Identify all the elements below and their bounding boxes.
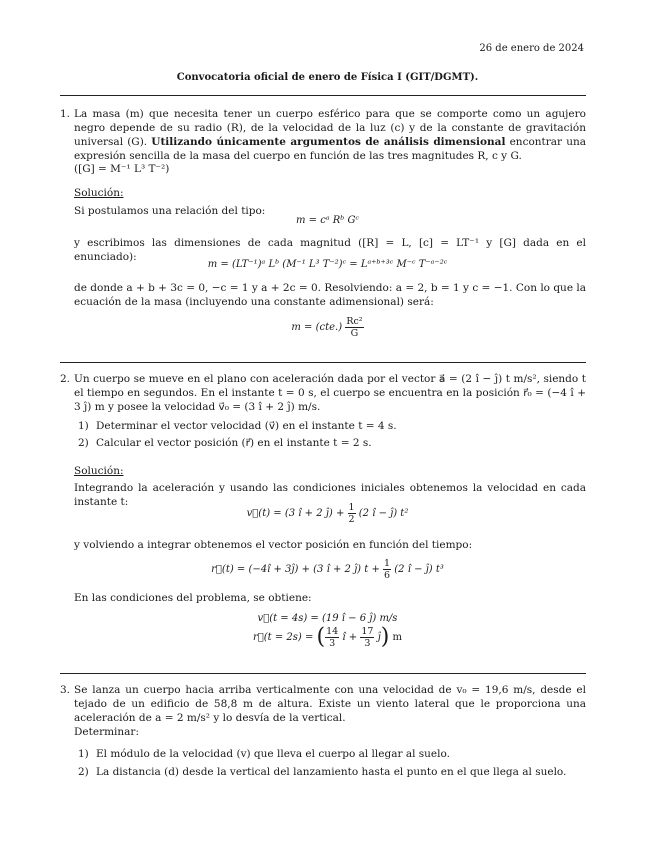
equation: r⃗(t = 2s) = ( $\frac{14}{3}$ î + $\frac{17}{3}$ ĵ) m [252,624,403,650]
problem-2-statement: Un cuerpo se mueve en el plano con aceleración dada por el vector a⃗ = (2 î − ĵ) t m/s², siendo t el tiempo en segundos. En el instante t = 0 s, el cuerpo se encuentra en la posición r⃗₀ = (−4 î + 3 ĵ) m y posee la velocidad v⃗₀ = (3 î + 2 ĵ) m/s. [74,373,586,413]
problem-3-statement: Se lanza un cuerpo hacia arriba verticalmente con una velocidad de v₀ = 19,6 m/s, desde el tejado de un edificio de 58,8 m de altura. Existe un viento lateral que le proporciona una aceleración de a = 2 m/s² y lo desvía de la vertical. [74,684,586,724]
solution-label: Solución: [74,465,124,477]
problem-1-number: 1. [60,108,71,120]
fraction: $\frac{\text{Rc²}}{G}$ [346,316,363,339]
list-item: 2) Calcular el vector posición (r⃗) en el instante t = 2 s. [78,437,372,449]
equation: v⃗(t = 4s) = (19 î − 6 ĵ) m/s [257,613,398,624]
divider [60,362,586,363]
solution-text: de donde a + b + 3c = 0, −c = 1 y a + 2c = 0. Resolviendo: a = 2, b = 1 y c = −1. Con lo que la ecuación de la masa (incluyendo una constante adimensional) será: [74,282,586,308]
problem-2-number: 2. [60,373,71,385]
list-item: 1) El módulo de la velocidad (v) que lleva el cuerpo al llegar al suelo. [78,748,450,760]
problem-3-number: 3. [60,684,71,696]
divider [60,95,586,96]
list-item: 2) La distancia (d) desde la vertical del lanzamiento hasta el punto en el que llega al suelo. [78,766,567,778]
fraction: $\frac{1}{6}$ [384,558,391,581]
exam-title: Convocatoria oficial de enero de Física I (GIT/DGMT). [176,72,479,83]
document-date: 26 de enero de 2024 [479,43,584,54]
equation: r⃗(t) = (−4î + 3ĵ) + (3 î + 2 ĵ) t + $\frac{1}{6}$ (2 î − ĵ) t³ [211,558,444,581]
solution-text: Si postulamos una relación del tipo: [74,205,266,217]
problem-1-statement: La masa (m) que necesita tener un cuerpo esférico para que se comporte como un agujero negro depende de su radio (R), de la velocidad de la luz (c) y de la constante de gravitación universal (G). Utilizando únicamente argumentos de análisis dimensional encontrar una expresión sencilla de la masa del cuerpo en función de las tres magnitudes R, c y G. [74,108,586,162]
equation: m = cᵃ Rᵇ Gᶜ [296,215,359,226]
list-item: 1) Determinar el vector velocidad (v⃗) en el instante t = 4 s. [78,420,397,432]
fraction: $\frac{14}{3}$ [326,626,339,649]
solution-text: y volviendo a integrar obtenemos el vector posición en función del tiempo: [74,539,473,551]
problem-1-hint: ([G] = M⁻¹ L³ T⁻²) [74,163,170,175]
divider [60,673,586,674]
solution-text: En las condiciones del problema, se obtiene: [74,592,312,604]
solution-text: Integrando la aceleración y usando las condiciones iniciales obtenemos la velocidad en cada instante t: [74,482,586,508]
fraction: $\frac{1}{2}$ [348,502,355,525]
solution-label: Solución: [74,187,124,199]
solution-text: y escribimos las dimensiones de cada magnitud ([R] = L, [c] = LT⁻¹ y [G] dada en el enunciado): [74,237,586,263]
equation: m = (cte.) $\frac{\text{Rc²}}{G}$ [291,316,363,339]
problem-3-label: Determinar: [74,726,139,738]
fraction: $\frac{17}{3}$ [361,626,374,649]
equation: m = (LT⁻¹)ᵃ Lᵇ (M⁻¹ L³ T⁻²)ᶜ = Lᵃ⁺ᵇ⁺³ᶜ M⁻ᶜ T⁻ᵃ⁻²ᶜ [207,259,448,270]
equation: v⃗(t) = (3 î + 2 ĵ) + $\frac{1}{2}$ (2 î − ĵ) t² [246,502,409,525]
